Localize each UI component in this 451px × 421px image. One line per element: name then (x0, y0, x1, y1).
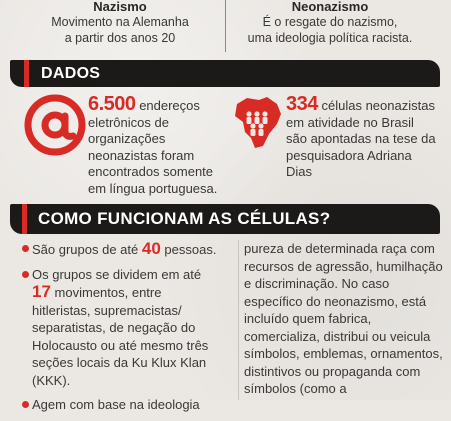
item-text: Os grupos se dividem em até (32, 266, 202, 282)
stat-emails (88, 93, 218, 197)
celulas-header (10, 204, 440, 234)
bullet-dot (22, 401, 29, 408)
stat-emails-number: 6.500 (88, 93, 136, 115)
item-text: São grupos de até (32, 242, 139, 257)
list-item (32, 240, 222, 259)
brazil-map-people-icon (233, 94, 283, 150)
item-number: 17 (32, 282, 51, 301)
dados-header (10, 60, 440, 87)
neonazismo-column (230, 0, 430, 46)
nazismo-line-1: Movimento na Alemanha (51, 15, 189, 29)
bullet-dot (22, 271, 29, 278)
column-divider (225, 0, 226, 52)
bullet-dot (22, 245, 29, 252)
continuation-text: pureza de determinada raça com recursos de agressão, humilhação e discriminação. No caso específico do neonazismo, está incluído quem fabrica, comercializa, distribui ou veicula símbolos, emblemas, ornamentos, distintivos ou propaganda com símbolos (como a (244, 241, 443, 396)
list-item (32, 396, 222, 414)
band-accent-tick (24, 60, 29, 87)
nazismo-heading: Nazismo (93, 0, 147, 14)
column-gutter (238, 240, 239, 400)
list-item (32, 266, 222, 390)
item-number: 40 (141, 239, 161, 258)
nazismo-column (20, 0, 220, 46)
item-text: Agem com base na ideologia (32, 397, 200, 412)
stat-cells (286, 93, 436, 181)
item-text: pessoas. (164, 242, 217, 257)
stat-cells-text: células neonazistas em atividade no Brasil são apontadas na tese da pesquisadora Adriana Dias (286, 98, 436, 179)
item-text: movimentos, entre hitleristas, supremacistas/ separatistas, de negação do Holocausto ou até mesmo três seções locais da Ku Klux Klan (KKK). (32, 285, 209, 388)
nazismo-line-2: a partir dos anos 20 (64, 31, 176, 45)
dados-title: DADOS (41, 65, 101, 82)
stat-cells-number: 334 (286, 93, 318, 115)
stat-emails-text: endereços eletrônicos de organizações neonazistas foram encontrados somente em língua portuguesa. (88, 98, 218, 196)
at-sign-icon (24, 94, 86, 156)
neonazismo-line-1: É o resgate do nazismo, (262, 15, 398, 29)
neonazismo-heading: Neonazismo (291, 0, 369, 14)
bullet-list (32, 240, 222, 421)
celulas-title: COMO FUNCIONAM AS CÉLULAS? (38, 209, 331, 228)
band-accent-tick (22, 204, 27, 234)
neonazismo-line-2: uma ideologia política racista. (247, 31, 413, 45)
